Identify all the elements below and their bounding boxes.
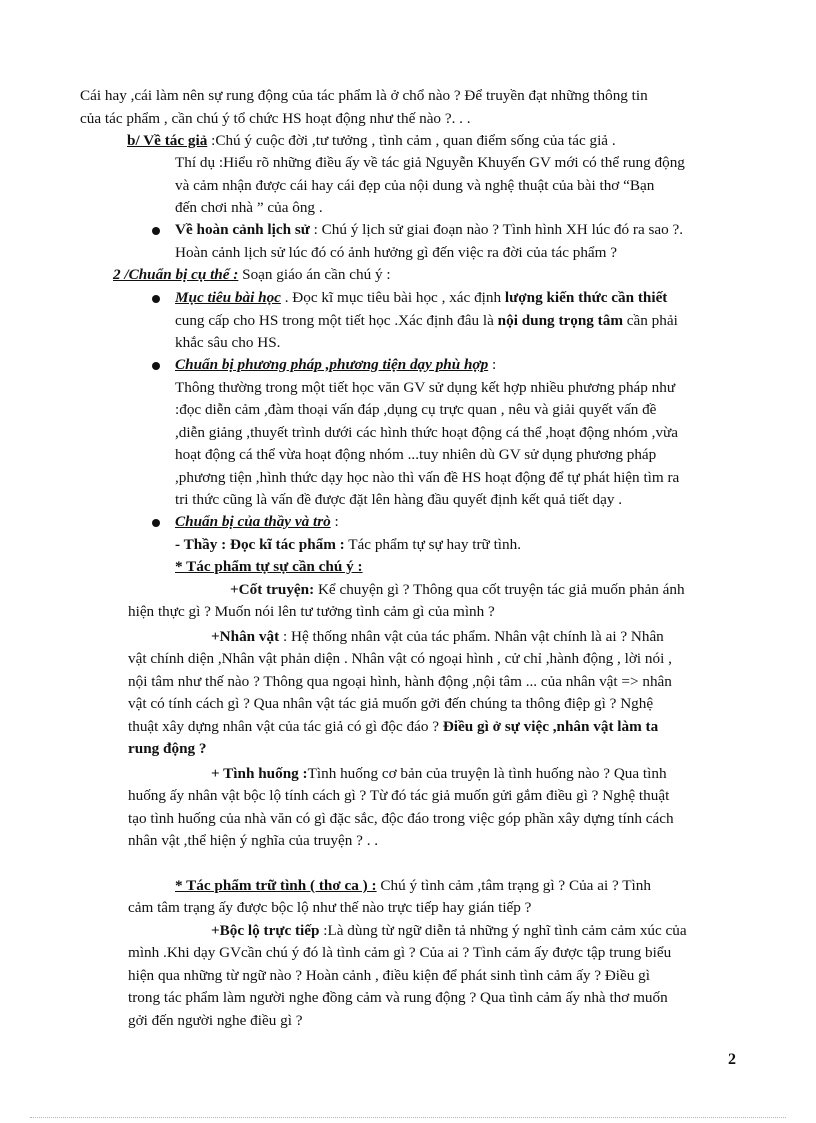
- narrative-works-heading: * Tác phẩm tự sự cần chú ý :: [175, 558, 363, 575]
- text-line: ,diễn giảng ,thuyết trình dưới các hình thức hoạt động cá thể ,hoạt động nhóm ,vừa: [175, 424, 679, 441]
- text-line: của tác phẩm , cần chú ý tổ chức HS hoạt động như thế nào ?. . .: [80, 110, 471, 127]
- section-heading: 2 /Chuẩn bị cụ thể :: [113, 266, 239, 283]
- text-line: nội tâm như thế nào ? Thông qua ngoại hình, hành động ,nội tâm ... của nhân vật => nhân: [128, 673, 672, 690]
- lyric-works-text: Chú ý tình cảm ,tâm trạng gì ? Của ai ? Tình: [376, 877, 651, 894]
- text-line: khắc sâu cho HS.: [175, 334, 281, 351]
- bullet-icon: [152, 295, 160, 303]
- text-span: thuật xây dựng nhân vật của tác giả có gì độc đáo ?: [128, 718, 443, 735]
- section-author: [127, 130, 616, 153]
- text-line: [128, 716, 658, 739]
- direct-expression-heading: +Bộc lộ trực tiếp: [211, 922, 320, 939]
- bullet-heading: Chuẩn bị phương pháp ,phương tiện dạy phù hợp: [175, 356, 489, 373]
- bullet-methods: [175, 354, 496, 377]
- situation-heading: + Tình huống :: [211, 765, 308, 782]
- bullet-text: : Chú ý lịch sử giai đoạn nào ? Tình hình XH lúc đó ra sao ?.: [309, 221, 684, 238]
- text-line: rung động ?: [128, 740, 207, 757]
- text-line: Thông thường trong một tiết học văn GV sử dụng kết hợp nhiều phương pháp như: [175, 379, 676, 396]
- bullet-heading: Mục tiêu bài học: [175, 289, 281, 306]
- section-specific-prep: [113, 264, 391, 287]
- bullet-text: . Đọc kĩ mục tiêu bài học , xác định: [280, 289, 505, 306]
- text-span: cung cấp cho HS trong một tiết học .Xác định đâu là: [175, 312, 498, 329]
- bullet-teacher-student: [175, 511, 339, 534]
- direct-expression-text: :Là dùng từ ngữ diễn tả những ý nghĩ tình cảm cảm xúc của: [319, 922, 687, 939]
- text-line: hiện qua những từ ngữ nào ? Hoàn cảnh , điều kiện để phát sinh tình cảm ấy ? Điều gì: [128, 967, 650, 984]
- text-line: mình .Khi dạy GVcần chú ý đó là tình cảm gì ? Của ai ? Tình cảm ấy được tập trung biểu: [128, 944, 672, 961]
- text-line: đến chơi nhà ” của ông .: [175, 199, 323, 216]
- situation-text: Tình huống cơ bản của truyện là tình huống nào ? Qua tình: [307, 765, 667, 782]
- text-line: [175, 310, 678, 333]
- bullet-heading: Chuẩn bị của thầy và trò: [175, 513, 331, 530]
- text-emphasis: nội dung trọng tâm: [497, 312, 623, 329]
- character-text: : Hệ thống nhân vật của tác phẩm. Nhân vật chính là ai ? Nhân: [279, 628, 664, 645]
- text-line: gởi đến người nghe điều gì ?: [128, 1012, 303, 1029]
- bullet-lesson-goals: [175, 287, 667, 310]
- text-line: ,phương tiện ,hình thức dạy học nào thì vấn đề HS hoạt động để tự phát hiện tìm ra: [175, 469, 680, 486]
- section-author-text: :Chú ý cuộc đời ,tư tưởng , tình cảm , quan điểm sống của tác giả .: [207, 132, 616, 149]
- text-line: trong tác phẩm làm người nghe đồng cảm và rung động ? Qua tình cảm ấy nhà thơ muốn: [128, 989, 668, 1006]
- text-line: hiện thực gì ? Muốn nói lên tư tưởng tình cảm gì của mình ?: [128, 603, 495, 620]
- lyric-works-heading: * Tác phẩm trữ tình ( thơ ca ) :: [175, 877, 377, 894]
- bullet-text: :: [330, 513, 339, 530]
- section-text: Soạn giáo án cần chú ý :: [238, 266, 391, 283]
- bullet-icon: [152, 519, 160, 527]
- teacher-heading: - Thầy : Đọc kĩ tác phẩm :: [175, 536, 345, 553]
- direct-expression-line: [211, 920, 687, 943]
- page-number: 2: [728, 1051, 736, 1068]
- bullet-historical-context: [175, 219, 683, 242]
- plot-text: Kể chuyện gì ? Thông qua cốt truyện tác giả muốn phản ánh: [314, 581, 685, 598]
- bullet-heading: Về hoàn cảnh lịch sử: [175, 221, 310, 238]
- text-emphasis: Điều gì ở sự việc ,nhân vật làm ta: [442, 718, 659, 735]
- bullet-icon: [152, 362, 160, 370]
- bullet-text: :: [488, 356, 497, 373]
- text-line: vật có tính cách gì ? Qua nhân vật tác giả muốn gởi đến chúng ta thông điệp gì ? Nghệ: [128, 695, 654, 712]
- footer-divider: [30, 1117, 786, 1118]
- situation-line: [211, 763, 667, 786]
- text-line: tạo tình huống của nhà văn có gì đặc sắc, độc đáo trong việc góp phần xây dựng tính cách: [128, 810, 674, 827]
- text-line: Hoàn cảnh lịch sử lúc đó có ảnh hưởng gì đến việc ra đời của tác phẩm ?: [175, 244, 618, 261]
- plot-line: [230, 579, 685, 602]
- text-line: nhân vật ,thể hiện ý nghĩa của truyện ? . .: [128, 832, 379, 849]
- section-author-heading: b/ Về tác giả: [127, 132, 208, 149]
- text-line: Cái hay ,cái làm nên sự rung động của tác phẩm là ở chổ nào ? Để truyền đạt những thông tin: [80, 87, 648, 104]
- lyric-works-line: [175, 875, 651, 898]
- bullet-icon: [152, 227, 160, 235]
- text-line: huống ấy nhân vật bộc lộ tính cách gì ? Từ đó tác giả muốn gửi gắm điều gì ? Nghệ thuật: [128, 787, 670, 804]
- text-line: tri thức cũng là vấn đề được đặt lên hàng đầu quyết định kết quả tiết dạy .: [175, 491, 623, 508]
- text-line: và cảm nhận được cái hay cái đẹp của nội dung và nghệ thuật của bài thơ “Bạn: [175, 177, 655, 194]
- text-line: Thí dụ :Hiểu rõ những điều ấy về tác giả Nguyễn Khuyến GV mới có thể rung động: [175, 154, 685, 171]
- text-line: cảm tâm trạng ấy được bộc lộ như thế nào trực tiếp hay gián tiếp ?: [128, 899, 532, 916]
- plot-heading: +Cốt truyện:: [230, 581, 315, 598]
- teacher-text: Tác phẩm tự sự hay trữ tình.: [344, 536, 522, 553]
- bullet-emphasis: lượng kiến thức cần thiết: [504, 289, 668, 306]
- text-line: hoạt động cá thể vừa hoạt động nhóm ...tuy nhiên dù GV sử dụng phương pháp: [175, 446, 657, 463]
- text-span: cần phải: [622, 312, 678, 329]
- character-heading: +Nhân vật: [211, 628, 280, 645]
- teacher-line: [175, 534, 521, 557]
- character-line: [211, 626, 664, 649]
- text-line: :đọc diễn cảm ,đàm thoại vấn đáp ,dụng cụ trực quan , nêu và giải quyết vấn đề: [175, 401, 657, 418]
- text-line: vật chính diện ,Nhân vật phản diện . Nhân vật có ngoại hình , cử chỉ ,hành động , lời nói ,: [128, 650, 672, 667]
